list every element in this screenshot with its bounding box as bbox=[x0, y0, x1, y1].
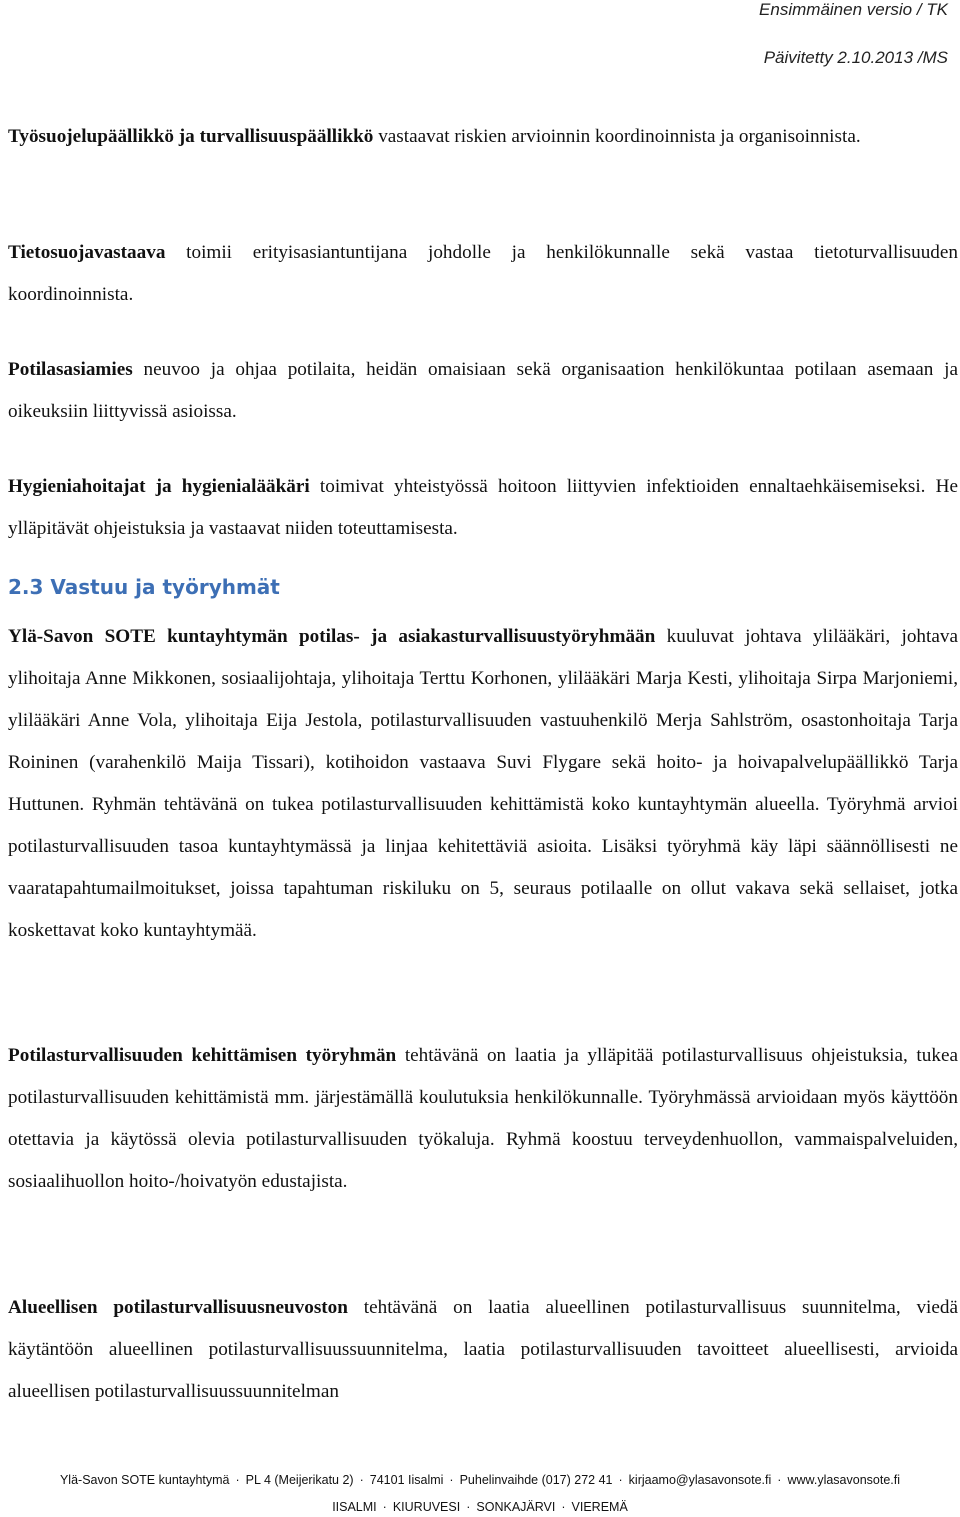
paragraph-safety-managers bbox=[8, 116, 958, 158]
paragraph-text: tehtävänä on laatia alueellinen potilasturvallisuus suunnitelma, viedä käytäntöön alueellinen potilasturvallisuussuunnitelma, laatia potilasturvallisuuden tavoitteet alueellisesti, arvioida alueellisen potilasturvallisuussuunnitelman bbox=[8, 1297, 958, 1402]
paragraph-lead: Hygieniahoitajat ja hygienialääkäri bbox=[8, 476, 310, 497]
paragraph-text: kuuluvat johtava ylilääkäri, johtava ylihoitaja Anne Mikkonen, sosiaalijohtaja, ylihoitaja Terttu Korhonen, ylilääkäri Marja Kesti, ylihoitaja Sirpa Marjoniemi, ylilääkäri Anne Vola, ylihoitaja Eija Jestola, potilasturvallisuuden vastuuhenkilö Merja Sahlström, osastonhoitaja Tarja Roininen (varahenkilö Maija Tissari), kotihoidon vastaava Suvi Flygare sekä hoito- ja hoivapalvelupäällikkö Tarja Huttunen. Ryhmän tehtävänä on tukea potilasturvallisuuden kehittämistä koko kuntayhtymän alueella. Työryhmä arvioi potilasturvallisuuden tasoa kuntayhtymässä ja linjaa kehitettäviä asioita. Lisäksi työryhmä käy läpi säännöllisesti ne vaaratapahtumailmoitukset, joissa tapahtuman riskiluku on 5, seuraus potilaalle on ollut vakava sekä sellaiset, jotka koskettavat koko kuntayhtymää. bbox=[8, 626, 958, 941]
footer-location: IISALMI bbox=[332, 1500, 377, 1514]
footer-contact-line bbox=[0, 1473, 960, 1487]
footer-separator: · bbox=[382, 1500, 387, 1514]
paragraph-text: neuvoo ja ohjaa potilaita, heidän omaisiaan sekä organisaation henkilökuntaa potilaan asemaan ja oikeuksiin liittyvissä asioissa. bbox=[8, 359, 958, 422]
footer-location: VIEREMÄ bbox=[571, 1500, 628, 1514]
paragraph-lead: Tietosuojavastaava bbox=[8, 242, 166, 263]
paragraph-safety-working-group bbox=[8, 616, 958, 952]
paragraph-data-protection bbox=[8, 232, 958, 316]
section-heading: 2.3 Vastuu ja työryhmät bbox=[8, 575, 280, 599]
footer-separator: · bbox=[466, 1500, 471, 1514]
paragraph-patient-ombudsman bbox=[8, 349, 958, 433]
footer-separator: · bbox=[618, 1473, 623, 1487]
paragraph-lead: Alueellisen potilasturvallisuusneuvoston bbox=[8, 1297, 348, 1318]
footer-separator: · bbox=[449, 1473, 454, 1487]
paragraph-text: vastaavat riskien arvioinnin koordinoinnista ja organisoinnista. bbox=[373, 126, 861, 147]
footer-phone: Puhelinvaihde (017) 272 41 bbox=[459, 1473, 613, 1487]
paragraph-lead: Työsuojelupäällikkö ja turvallisuuspäällikkö bbox=[8, 126, 374, 147]
paragraph-lead: Potilasasiamies bbox=[8, 359, 133, 380]
document-updated-date: Päivitetty 2.10.2013 /MS bbox=[763, 48, 948, 67]
document-version: Ensimmäinen versio / TK bbox=[759, 0, 948, 19]
footer-website-link[interactable]: www.ylasavonsote.fi bbox=[787, 1473, 901, 1487]
footer-postal-code: 74101 Iisalmi bbox=[369, 1473, 444, 1487]
footer-locations-line bbox=[0, 1500, 960, 1514]
footer-postal-box: PL 4 (Meijerikatu 2) bbox=[245, 1473, 354, 1487]
footer-separator: · bbox=[235, 1473, 240, 1487]
footer-location: KIURUVESI bbox=[392, 1500, 461, 1514]
paragraph-regional-council bbox=[8, 1287, 958, 1413]
footer-organization: Ylä-Savon SOTE kuntayhtymä bbox=[59, 1473, 230, 1487]
paragraph-development-group bbox=[8, 1035, 958, 1203]
footer-location: SONKAJÄRVI bbox=[476, 1500, 556, 1514]
footer-separator: · bbox=[359, 1473, 364, 1487]
paragraph-text: toimii erityisasiantuntijana johdolle ja henkilökunnalle sekä vastaa tietoturvallisuuden koordinoinnista. bbox=[8, 242, 958, 305]
paragraph-hygiene bbox=[8, 466, 958, 550]
footer-email-link[interactable]: kirjaamo@ylasavonsote.fi bbox=[628, 1473, 772, 1487]
paragraph-text: toimivat yhteistyössä hoitoon liittyvien infektioiden ennaltaehkäisemiseksi. He ylläpitävät ohjeistuksia ja vastaavat niiden toteuttamisesta. bbox=[8, 476, 958, 539]
paragraph-text: tehtävänä on laatia ja ylläpitää potilasturvallisuus ohjeistuksia, tukea potilasturvallisuuden kehittämistä mm. järjestämällä koulutuksia henkilökunnalle. Työryhmässä arvioidaan myös käyttöön otettavia ja käytössä olevia potilasturvallisuuden työkaluja. Ryhmä koostuu terveydenhuollon, vammaispalveluiden, sosiaalihuollon hoito-/hoivatyön edustajista. bbox=[8, 1045, 958, 1192]
footer-separator: · bbox=[777, 1473, 782, 1487]
paragraph-lead: Potilasturvallisuuden kehittämisen työryhmän bbox=[8, 1045, 397, 1066]
footer-separator: · bbox=[561, 1500, 566, 1514]
paragraph-lead: Ylä-Savon SOTE kuntayhtymän potilas- ja asiakasturvallisuustyöryhmään bbox=[8, 626, 656, 647]
